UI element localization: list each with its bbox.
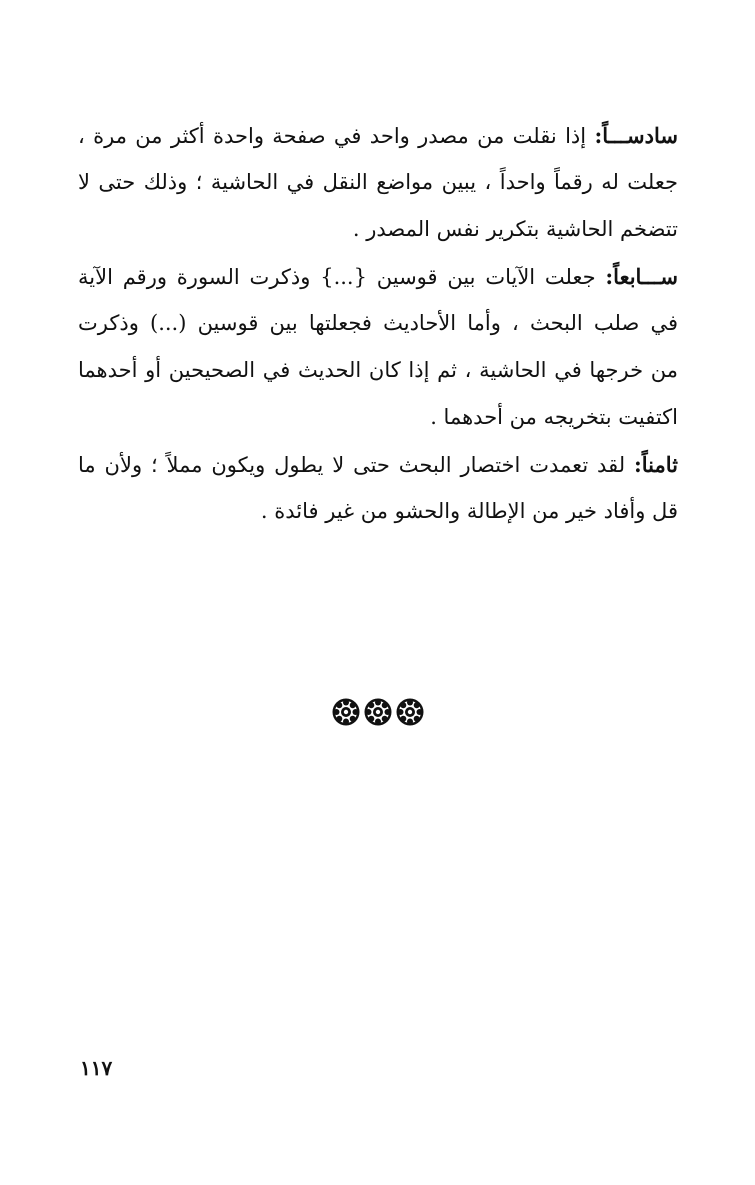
text-line	[78, 347, 678, 394]
text-span: لقد تعمدت اختصار البحث حتى لا يطول ويكون مملاً ؛ ولأن ما	[78, 453, 635, 477]
text-span: جعلت له رقماً واحداً ، يبين مواضع النقل في الحاشية ؛ وذلك حتى لا	[78, 170, 678, 194]
text-line	[78, 488, 678, 535]
rosette-ornament-icon	[331, 697, 361, 727]
text-span: من خرجها في الحاشية ، ثم إذا كان الحديث في الصحيحين أو أحدهما	[78, 358, 678, 382]
rosette-ornament-icon	[363, 697, 393, 727]
text-line	[78, 159, 678, 206]
paragraph-lead: سادســـاً:	[594, 123, 678, 148]
text-span: اكتفيت بتخريجه من أحدهما .	[430, 405, 678, 429]
page-body	[78, 112, 678, 535]
page-number: ١١٧	[80, 1056, 113, 1080]
text-line	[78, 206, 678, 253]
paragraph-lead: ثامناً:	[634, 452, 678, 477]
paragraph-lead: ســـابعاً:	[605, 264, 678, 289]
section-ornament	[0, 692, 755, 732]
text-span: في صلب البحث ، وأما الأحاديث فجعلتها بين قوسين (...) وذكرت	[78, 311, 678, 335]
text-span: جعلت الآيات بين قوسين {...} وذكرت السورة ورقم الآية	[78, 265, 606, 289]
text-line	[78, 441, 678, 488]
text-line	[78, 394, 678, 441]
text-line	[78, 112, 678, 159]
text-line	[78, 253, 678, 300]
text-span: قل وأفاد خير من الإطالة والحشو من غير فائدة .	[260, 499, 678, 523]
rosette-ornament-icon	[395, 697, 425, 727]
text-span: إذا نقلت من مصدر واحد في صفحة واحدة أكثر من مرة ،	[78, 124, 595, 148]
text-span: تتضخم الحاشية بتكرير نفس المصدر .	[352, 217, 678, 241]
text-line	[78, 300, 678, 347]
